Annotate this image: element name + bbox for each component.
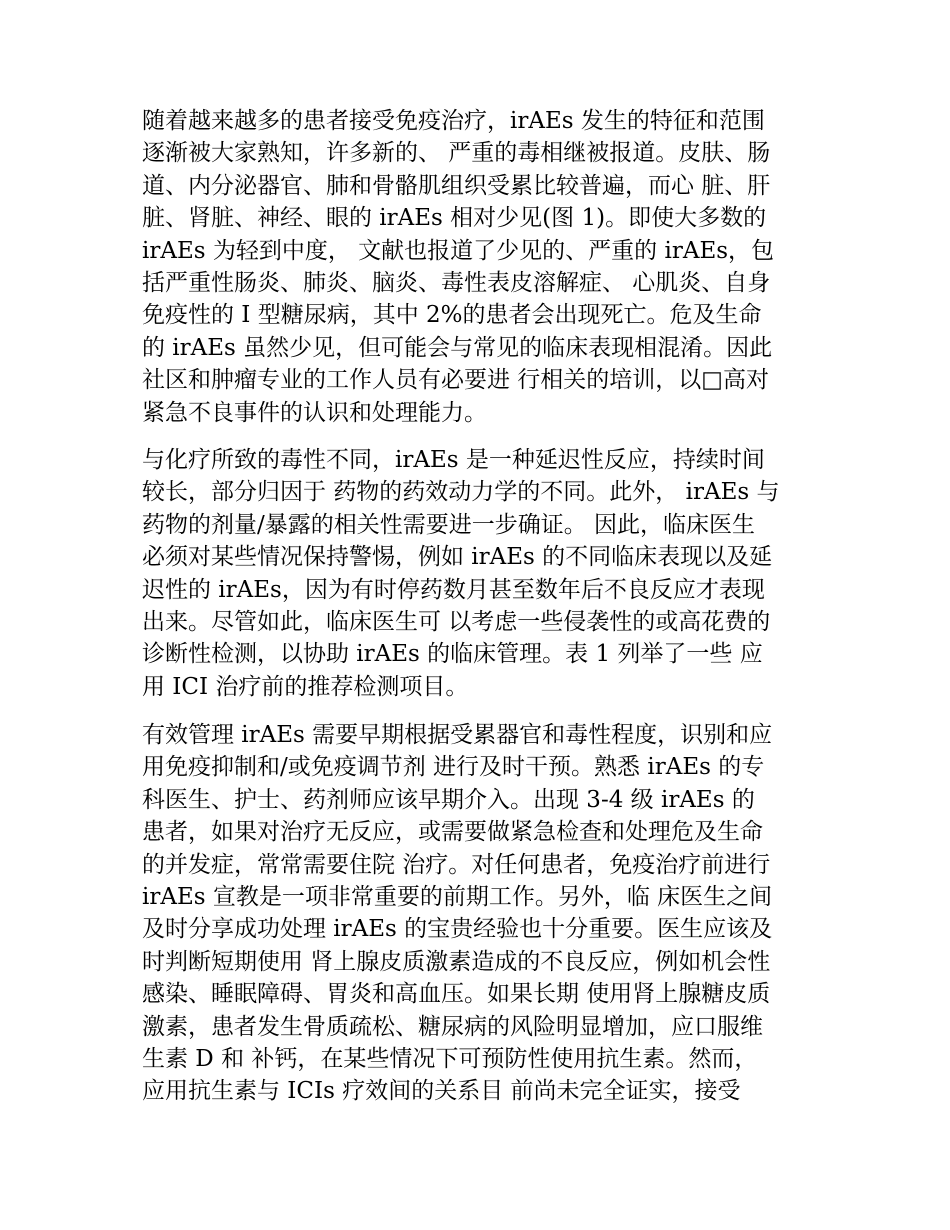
text-line: 紧急不良事件的认识和处理能力。 [142, 399, 487, 426]
text-line: 感染、睡眠障碍、胃炎和高血压。如果长期 使用肾上腺糖皮质 [142, 981, 771, 1008]
text-line: 时判断短期使用 肾上腺皮质激素造成的不良反应，例如机会性 [142, 948, 771, 975]
text-line: 与化疗所致的毒性不同，irAEs 是一种延迟性反应，持续时间 [142, 447, 765, 473]
text-line: 用 ICI 治疗前的推荐检测项目。 [142, 673, 469, 700]
paragraph-3 [142, 719, 822, 1108]
text-line: 脏、肾脏、神经、眼的 irAEs 相对少见(图 1)。即使大多数的 [142, 205, 767, 232]
text-line: 有效管理 irAEs 需要早期根据受累器官和毒性程度，识别和应 [142, 722, 773, 748]
text-line: 较长，部分归因于 药物的药效动力学的不同。此外， irAEs 与 [142, 479, 780, 506]
text-line: 出来。尽管如此，临床医生可 以考虑一些侵袭性的或高花费的 [142, 608, 771, 635]
text-line: irAEs 宣教是一项非常重要的前期工作。另外，临 床医生之间 [142, 883, 773, 910]
text-line: 激素，患者发生骨质疏松、糖尿病的风险明显增加，应口服维 [142, 1013, 763, 1040]
text-line: 括严重性肠炎、肺炎、脑炎、毒性表皮溶解症、 心肌炎、自身 [142, 269, 771, 296]
text-line: 生素 D 和 补钙，在某些情况下可预防性使用抗生素。然而， [142, 1045, 758, 1072]
text-line: 社区和肿瘤专业的工作人员有必要进 行相关的培训，以□高对 [142, 367, 770, 394]
text-line: 免疫性的 I 型糖尿病，其中 2%的患者会出现死亡。危及生命 [142, 302, 762, 329]
text-line: 迟性的 irAEs，因为有时停药数月甚至数年后不良反应才表现 [142, 576, 765, 603]
text-line: 用免疫抑制和/或免疫调节剂 进行及时干预。熟悉 irAEs 的专 [142, 754, 765, 781]
text-line: 患者，如果对治疗无反应，或需要做紧急检查和处理危及生命 [142, 819, 763, 846]
text-line: 应用抗生素与 ICIs 疗效间的关系目 前尚未完全证实，接受 [142, 1078, 741, 1105]
text-line: 的 irAEs 虽然少见，但可能会与常见的临床表现相混淆。因此 [142, 334, 773, 361]
text-line: 诊断性检测，以协助 irAEs 的临床管理。表 1 列举了一些 应 [142, 641, 763, 668]
text-line: 的并发症，常常需要住院 治疗。对任何患者，免疫治疗前进行 [142, 851, 771, 878]
paragraph-1 [142, 105, 822, 429]
paragraph-2 [142, 444, 822, 703]
text-line: 道、内分泌器官、肺和骨骼肌组织受累比较普遍，而心 脏、肝 [142, 172, 771, 199]
text-line: 药物的剂量/暴露的相关性需要进一步确证。 因此，临床医生 [142, 511, 756, 538]
text-line: 必须对某些情况保持警惕，例如 irAEs 的不同临床表现以及延 [142, 544, 773, 571]
text-line: 及时分享成功处理 irAEs 的宝贵经验也十分重要。医生应该及 [142, 916, 773, 943]
text-line: 随着越来越多的患者接受免疫治疗，irAEs 发生的特征和范围 [142, 108, 765, 134]
text-line: irAEs 为轻到中度， 文献也报道了少见的、严重的 irAEs，包 [142, 237, 775, 264]
text-line: 逐渐被大家熟知，许多新的、 严重的毒相继被报道。皮肤、肠 [142, 140, 771, 167]
text-line: 科医生、护士、药剂师应该早期介入。出现 3-4 级 irAEs 的 [142, 786, 755, 813]
